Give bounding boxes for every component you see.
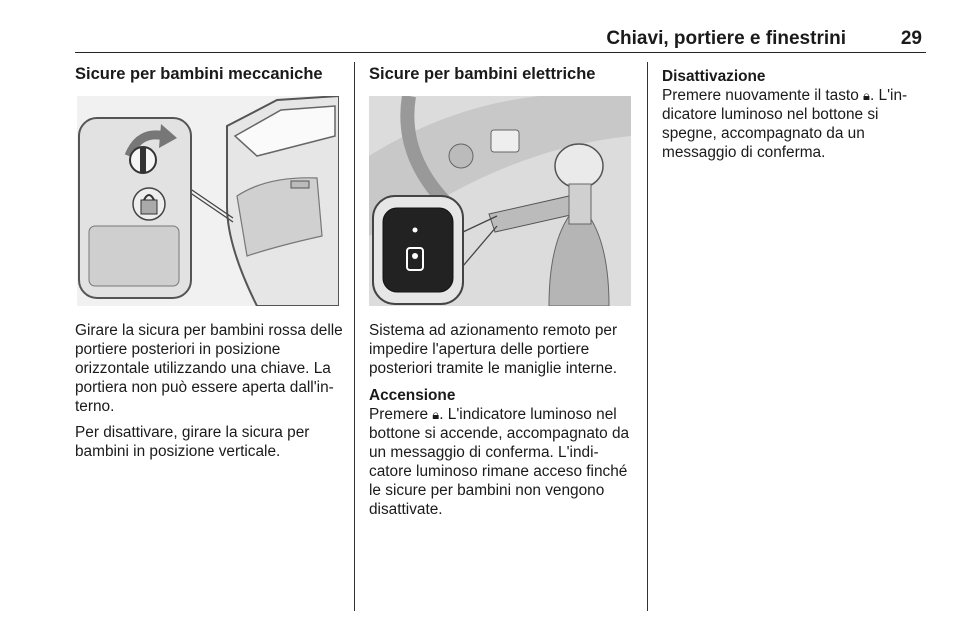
paragraph: Premere nuovamente il tasto 🔒︎. L'in-dicatore luminoso nel bottone si spegne, accompagnato da un messaggio di conferma. xyxy=(662,87,908,161)
column-mechanical-locks xyxy=(75,64,343,84)
column-divider xyxy=(354,62,355,611)
door-child-lock-illustration xyxy=(77,96,339,306)
console-button-illustration xyxy=(369,96,631,306)
section-heading: Sicure per bambini elettriche xyxy=(369,65,596,83)
column-divider xyxy=(647,62,648,611)
page-header xyxy=(75,28,926,53)
subheading-on: Accensione xyxy=(369,387,456,404)
paragraph: Premere 🔒︎. L'indicatore luminoso nel bottone si accende, accompagnato da un messaggio di conferma. L'indi-catore luminoso rimane acceso finché le sicure per bambini non vengono disattivate. xyxy=(369,406,630,518)
paragraph: Girare la sicura per bambini rossa delle portiere posteriori in posizione orizzontale utilizzando una chiave. La portiera non può essere aperta dall'in-terno. xyxy=(75,322,343,415)
child-lock-icon: 🔒︎ xyxy=(432,407,440,422)
page-number: 29 xyxy=(900,28,922,49)
paragraph: Per disattivare, girare la sicura per bambini in posizione verticale. xyxy=(75,424,310,460)
column-electric-locks xyxy=(369,64,635,84)
column-deactivation xyxy=(662,67,930,162)
header-title: Chiavi, portiere e finestrini xyxy=(606,28,846,49)
subheading-off: Disattivazione xyxy=(662,68,766,85)
column-mechanical-text xyxy=(75,321,343,461)
child-lock-icon: 🔒︎ xyxy=(863,88,870,103)
section-heading: Sicure per bambini meccaniche xyxy=(75,65,323,83)
paragraph: Sistema ad azionamento remoto per impedire l'apertura delle portiere posteriori tramite le maniglie interne. xyxy=(369,322,618,377)
column-electric-text xyxy=(369,321,637,519)
